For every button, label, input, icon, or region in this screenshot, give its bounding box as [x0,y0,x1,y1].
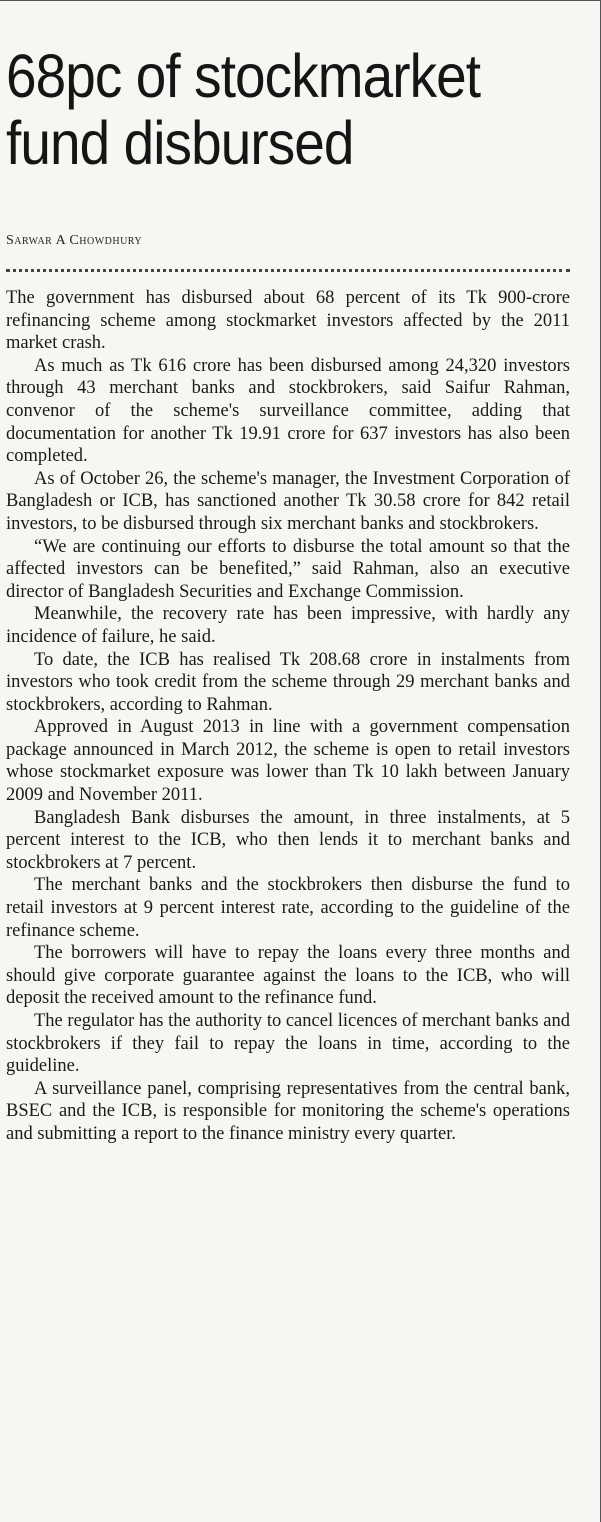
paragraph: “We are continuing our efforts to disburse the total amount so that the affected investors can be benefited,” said Rahman, also an executive director of Bangladesh Securities and Exchange Commission. [6,536,570,602]
paragraph: As of October 26, the scheme's manager, the Investment Corporation of Bangladesh or ICB, has sanctioned another Tk 30.58 crore for 842 retail investors, to be disbursed through six merchant banks and stockbrokers. [6,468,570,534]
paragraph: A surveillance panel, comprising representatives from the central bank, BSEC and the ICB, is responsible for monitoring the scheme's operations and submitting a report to the finance ministry every quarter. [6,1078,570,1144]
paragraph: The merchant banks and the stockbrokers then disburse the fund to retail investors at 9 percent interest rate, according to the guideline of the refinance scheme. [6,875,570,941]
byline: Sarwar A Chowdhury [6,233,143,248]
paragraph: The government has disbursed about 68 percent of its Tk 900-crore refinancing scheme among stockmarket investors affected by the 2011 market crash. [6,288,570,354]
paragraph: To date, the ICB has realised Tk 208.68 crore in instalments from investors who took credit from the scheme through 29 merchant banks and stockbrokers, according to Rahman. [6,649,570,715]
paragraph: The borrowers will have to repay the loans every three months and should give corporate guarantee against the loans to the ICB, who will deposit the received amount to the refinance fund. [6,943,570,1009]
paragraph: As much as Tk 616 crore has been disbursed among 24,320 investors through 43 merchant banks and stockbrokers, said Saifur Rahman, convenor of the scheme's surveillance committee, adding that documentation for another Tk 19.91 crore for 637 investors has also been completed. [6,355,570,467]
headline: 68pc of stockmarket fund disbursed [6,42,481,177]
paragraph: The regulator has the authority to cancel licences of merchant banks and stockbrokers if they fail to repay the loans in time, according to the guideline. [6,1011,570,1077]
dotted-divider [6,269,570,272]
paragraph: Bangladesh Bank disburses the amount, in three instalments, at 5 percent interest to the ICB, who then lends it to merchant banks and stockbrokers at 7 percent. [6,807,570,873]
paragraph: Meanwhile, the recovery rate has been impressive, with hardly any incidence of failure, he said. [6,604,570,647]
paragraph: Approved in August 2013 in line with a government compensation package announced in March 2012, the scheme is open to retail investors whose stockmarket exposure was lower than Tk 10 lakh between January 2009 and November 2011. [6,717,570,806]
article-body [6,287,570,1146]
